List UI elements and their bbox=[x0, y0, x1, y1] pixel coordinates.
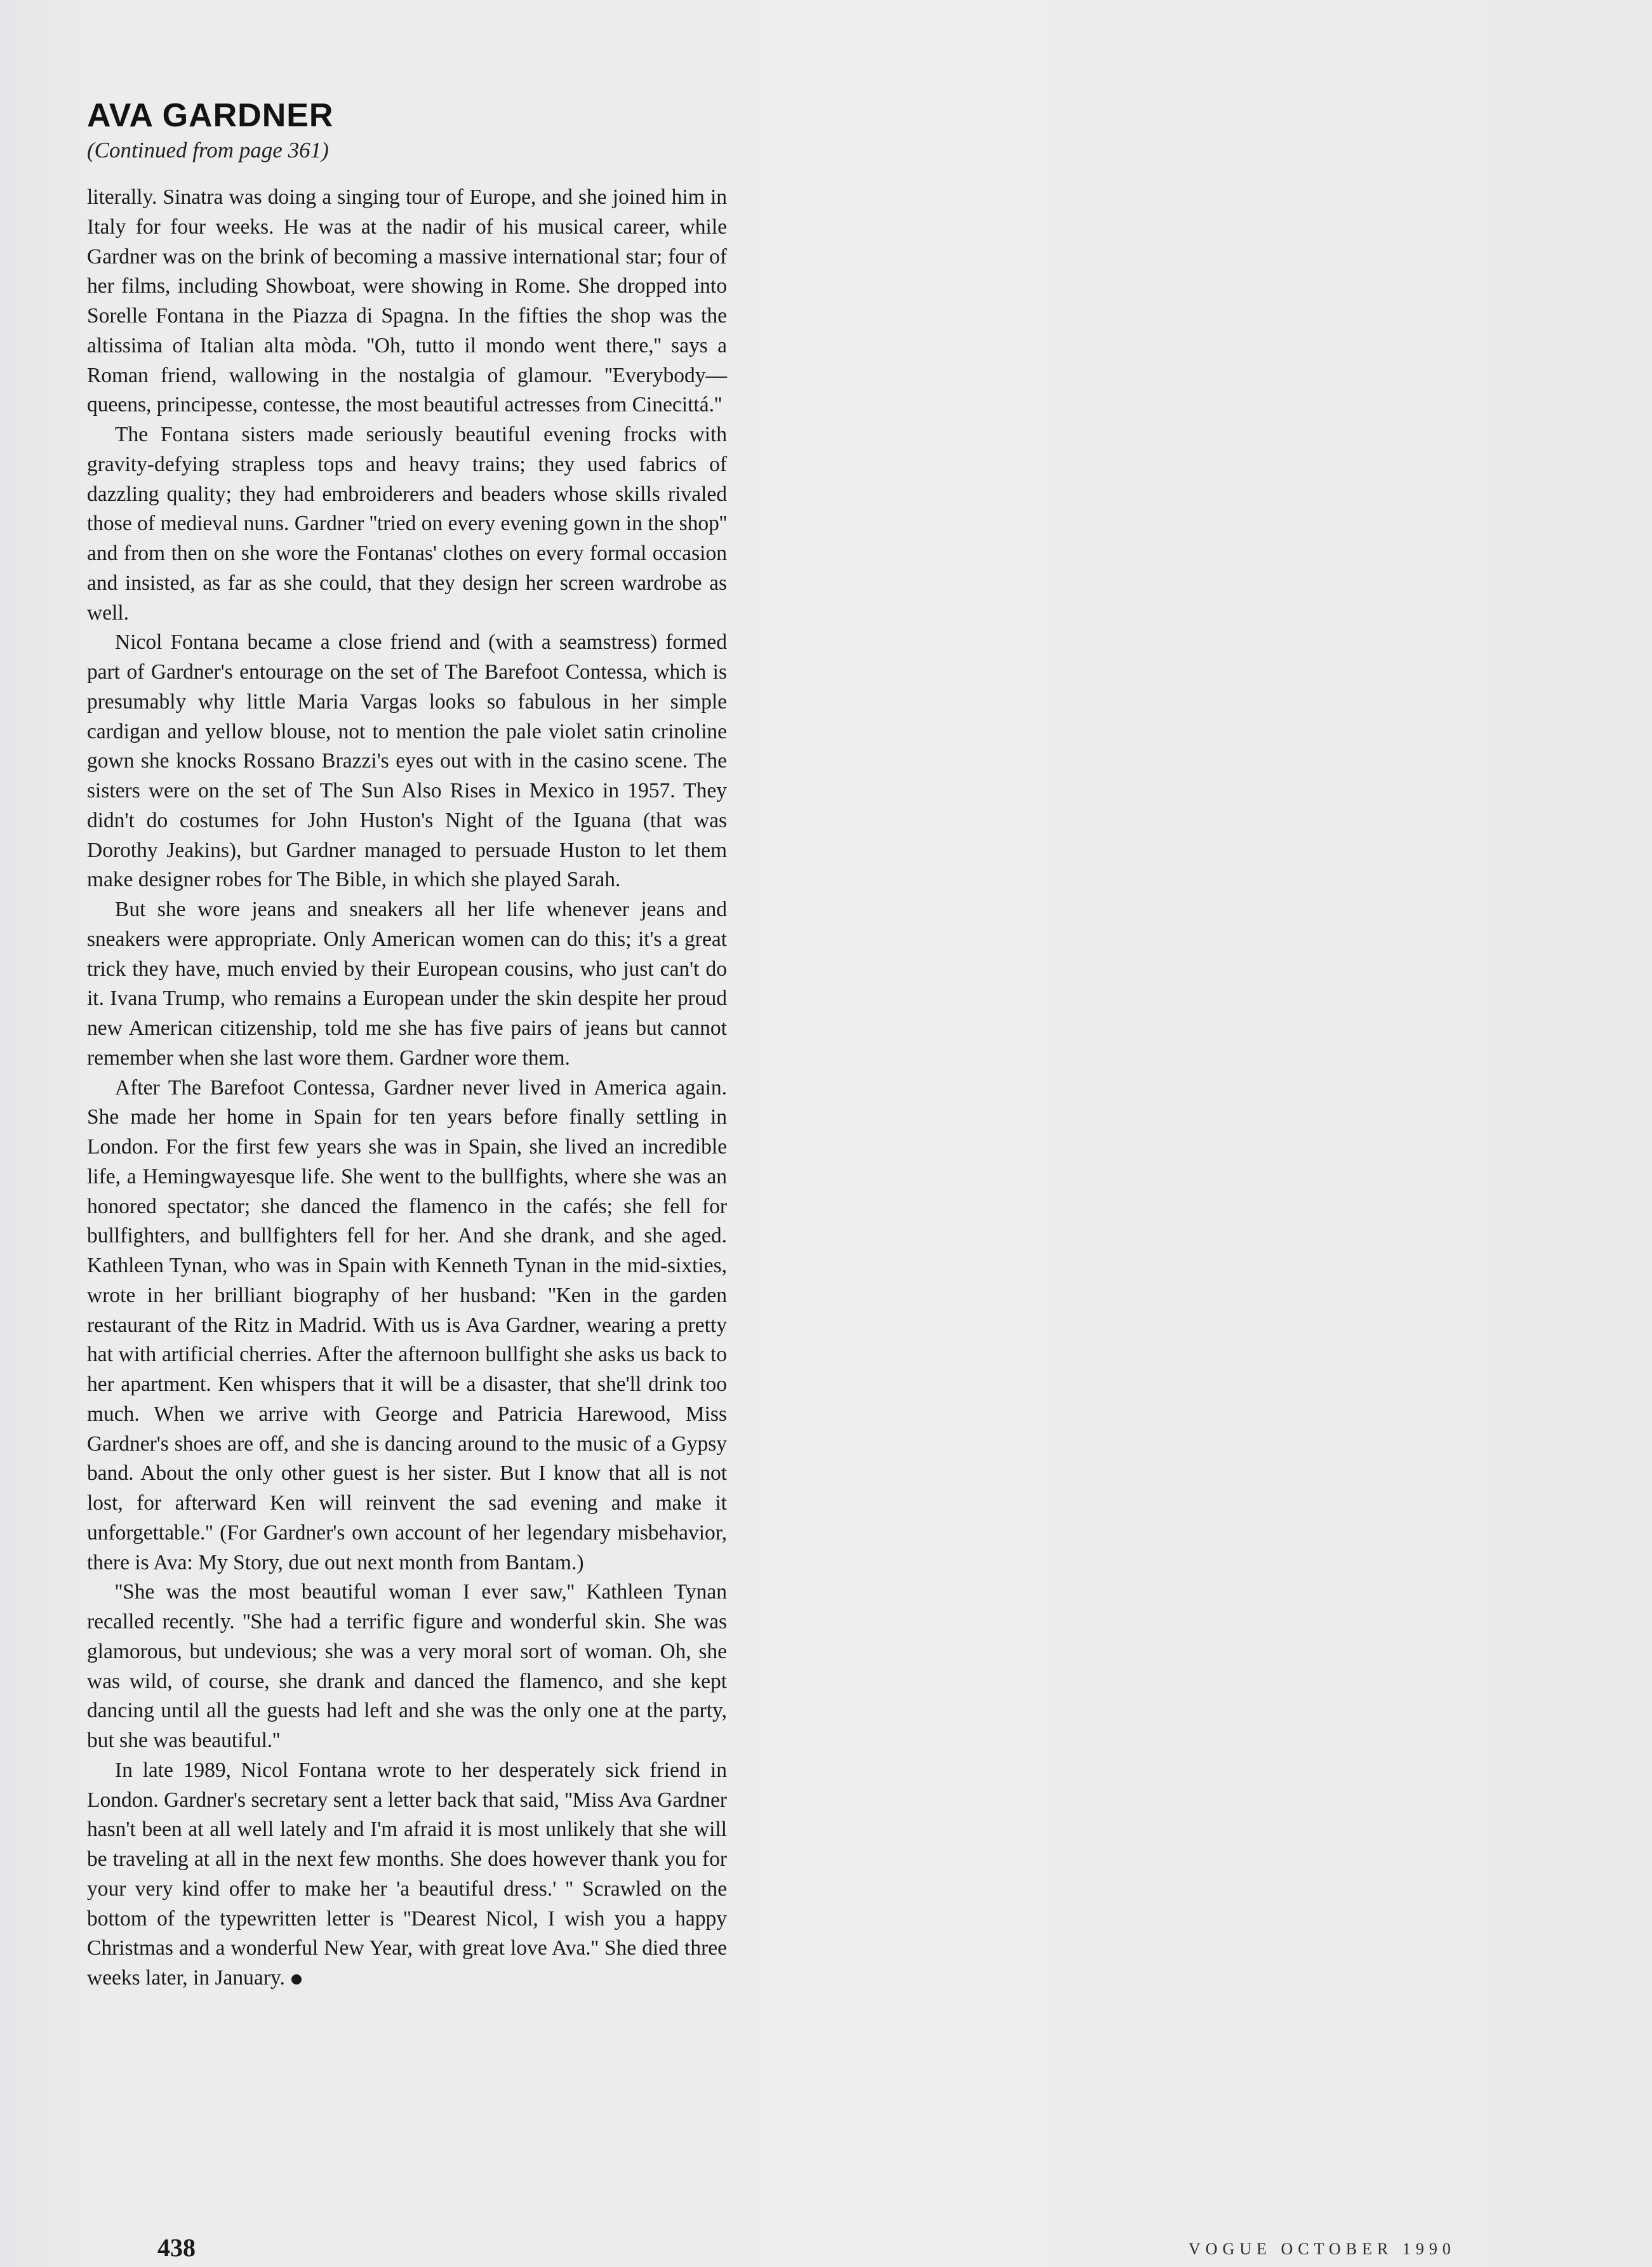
article-paragraph-7 bbox=[87, 1756, 727, 1993]
article-body bbox=[87, 183, 727, 1993]
article-paragraph-1: literally. Sinatra was doing a singing tour of Europe, and she joined him in Italy for four weeks. He was at the nadir of his musical career, while Gardner was on the brink of becoming a massive international star; four of her films, including Showboat, were showing in Rome. She dropped into Sorelle Fontana in the Piazza di Spagna. In the fifties the shop was the altissima of Italian alta mòda. ''Oh, tutto il mondo went there,'' says a Roman friend, wallowing in the nostalgia of glamour. ''Everybody—queens, principesse, contesse, the most beautiful actresses from Cinecittá.'' bbox=[87, 185, 727, 417]
magazine-issue-credit: VOGUE OCTOBER 1990 bbox=[1189, 2240, 1456, 2258]
article-headline: AVA GARDNER bbox=[87, 97, 334, 134]
article-paragraph-6: ''She was the most beautiful woman I ever saw,'' Kathleen Tynan recalled recently. ''She had a terrific figure and wonderful skin. She was glamorous, but undevious; she was a very moral sort of woman. Oh, she was wild, of course, she drank and danced the flamenco, and she kept dancing until all the guests had left and she was the only one at the party, but she was beautiful.'' bbox=[87, 1580, 727, 1752]
article-paragraph-3: Nicol Fontana became a close friend and (with a seamstress) formed part of Gardner's entourage on the set of The Barefoot Contessa, which is presumably why little Maria Vargas looks so fabulous in her simple cardigan and yellow blouse, not to mention the pale violet satin crinoline gown she knocks Rossano Brazzi's eyes out with in the casino scene. The sisters were on the set of The Sun Also Rises in Mexico in 1957. They didn't do costumes for John Huston's Night of the Iguana (that was Dorothy Jeakins), but Gardner managed to persuade Huston to let them make designer robes for The Bible, in which she played Sarah. bbox=[87, 630, 727, 892]
page-number: 438 bbox=[157, 2233, 196, 2262]
article-paragraph-4: But she wore jeans and sneakers all her life whenever jeans and sneakers were appropriate. Only American women can do this; it's a great trick they have, much envied by their European cousins, who just can't do it. Ivana Trump, who remains a European under the skin despite her proud new American citizenship, told me she has five pairs of jeans but cannot remember when she last wore them. Gardner wore them. bbox=[87, 898, 727, 1070]
article-paragraph-2: The Fontana sisters made seriously beautiful evening frocks with gravity-defying strapless tops and heavy trains; they used fabrics of dazzling quality; they had embroiderers and beaders whose skills rivaled those of medieval nuns. Gardner ''tried on every evening gown in the shop'' and from then on she wore the Fontanas' clothes on every formal occasion and insisted, as far as she could, that they design her screen wardrobe as well. bbox=[87, 423, 727, 625]
article-paragraph-7-text: In late 1989, Nicol Fontana wrote to her desperately sick friend in London. Gardner's secretary sent a letter back that said, ''Miss Ava Gardner hasn't been at all well lately and I'm afraid it is most unlikely that she will be traveling at all in the next few months. She does however thank you for your very kind offer to make her 'a beautiful dress.' '' Scrawled on the bottom of the typewritten letter is ''Dearest Nicol, I wish you a happy Christmas and a wonderful New Year, with great love Ava.'' She died three weeks later, in January. bbox=[87, 1758, 727, 1990]
continued-note: (Continued from page 361) bbox=[87, 138, 329, 163]
article-paragraph-5: After The Barefoot Contessa, Gardner never lived in America again. She made her home in Spain for ten years before finally settling in London. For the first few years she was in Spain, she lived an incredible life, a Hemingwayesque life. She went to the bullfights, where she was an honored spectator; she danced the flamenco in the cafés; she fell for bullfighters, and bullfighters fell for her. And she drank, and she aged. Kathleen Tynan, who was in Spain with Kenneth Tynan in the mid-sixties, wrote in her brilliant biography of her husband: ''Ken in the garden restaurant of the Ritz in Madrid. With us is Ava Gardner, wearing a pretty hat with artificial cherries. After the afternoon bullfight she asks us back to her apartment. Ken whispers that it will be a disaster, that she'll drink too much. When we arrive with George and Patricia Harewood, Miss Gardner's shoes are off, and she is dancing around to the music of a Gypsy band. About the only other guest is her sister. But I know that all is not lost, for afterward Ken will reinvent the sad evening and make it unforgettable.'' (For Gardner's own account of her legendary misbehavior, there is Ava: My Story, due out next month from Bantam.) bbox=[87, 1075, 727, 1574]
article bbox=[87, 95, 727, 1993]
end-of-article-bullet-icon bbox=[291, 1974, 302, 1984]
